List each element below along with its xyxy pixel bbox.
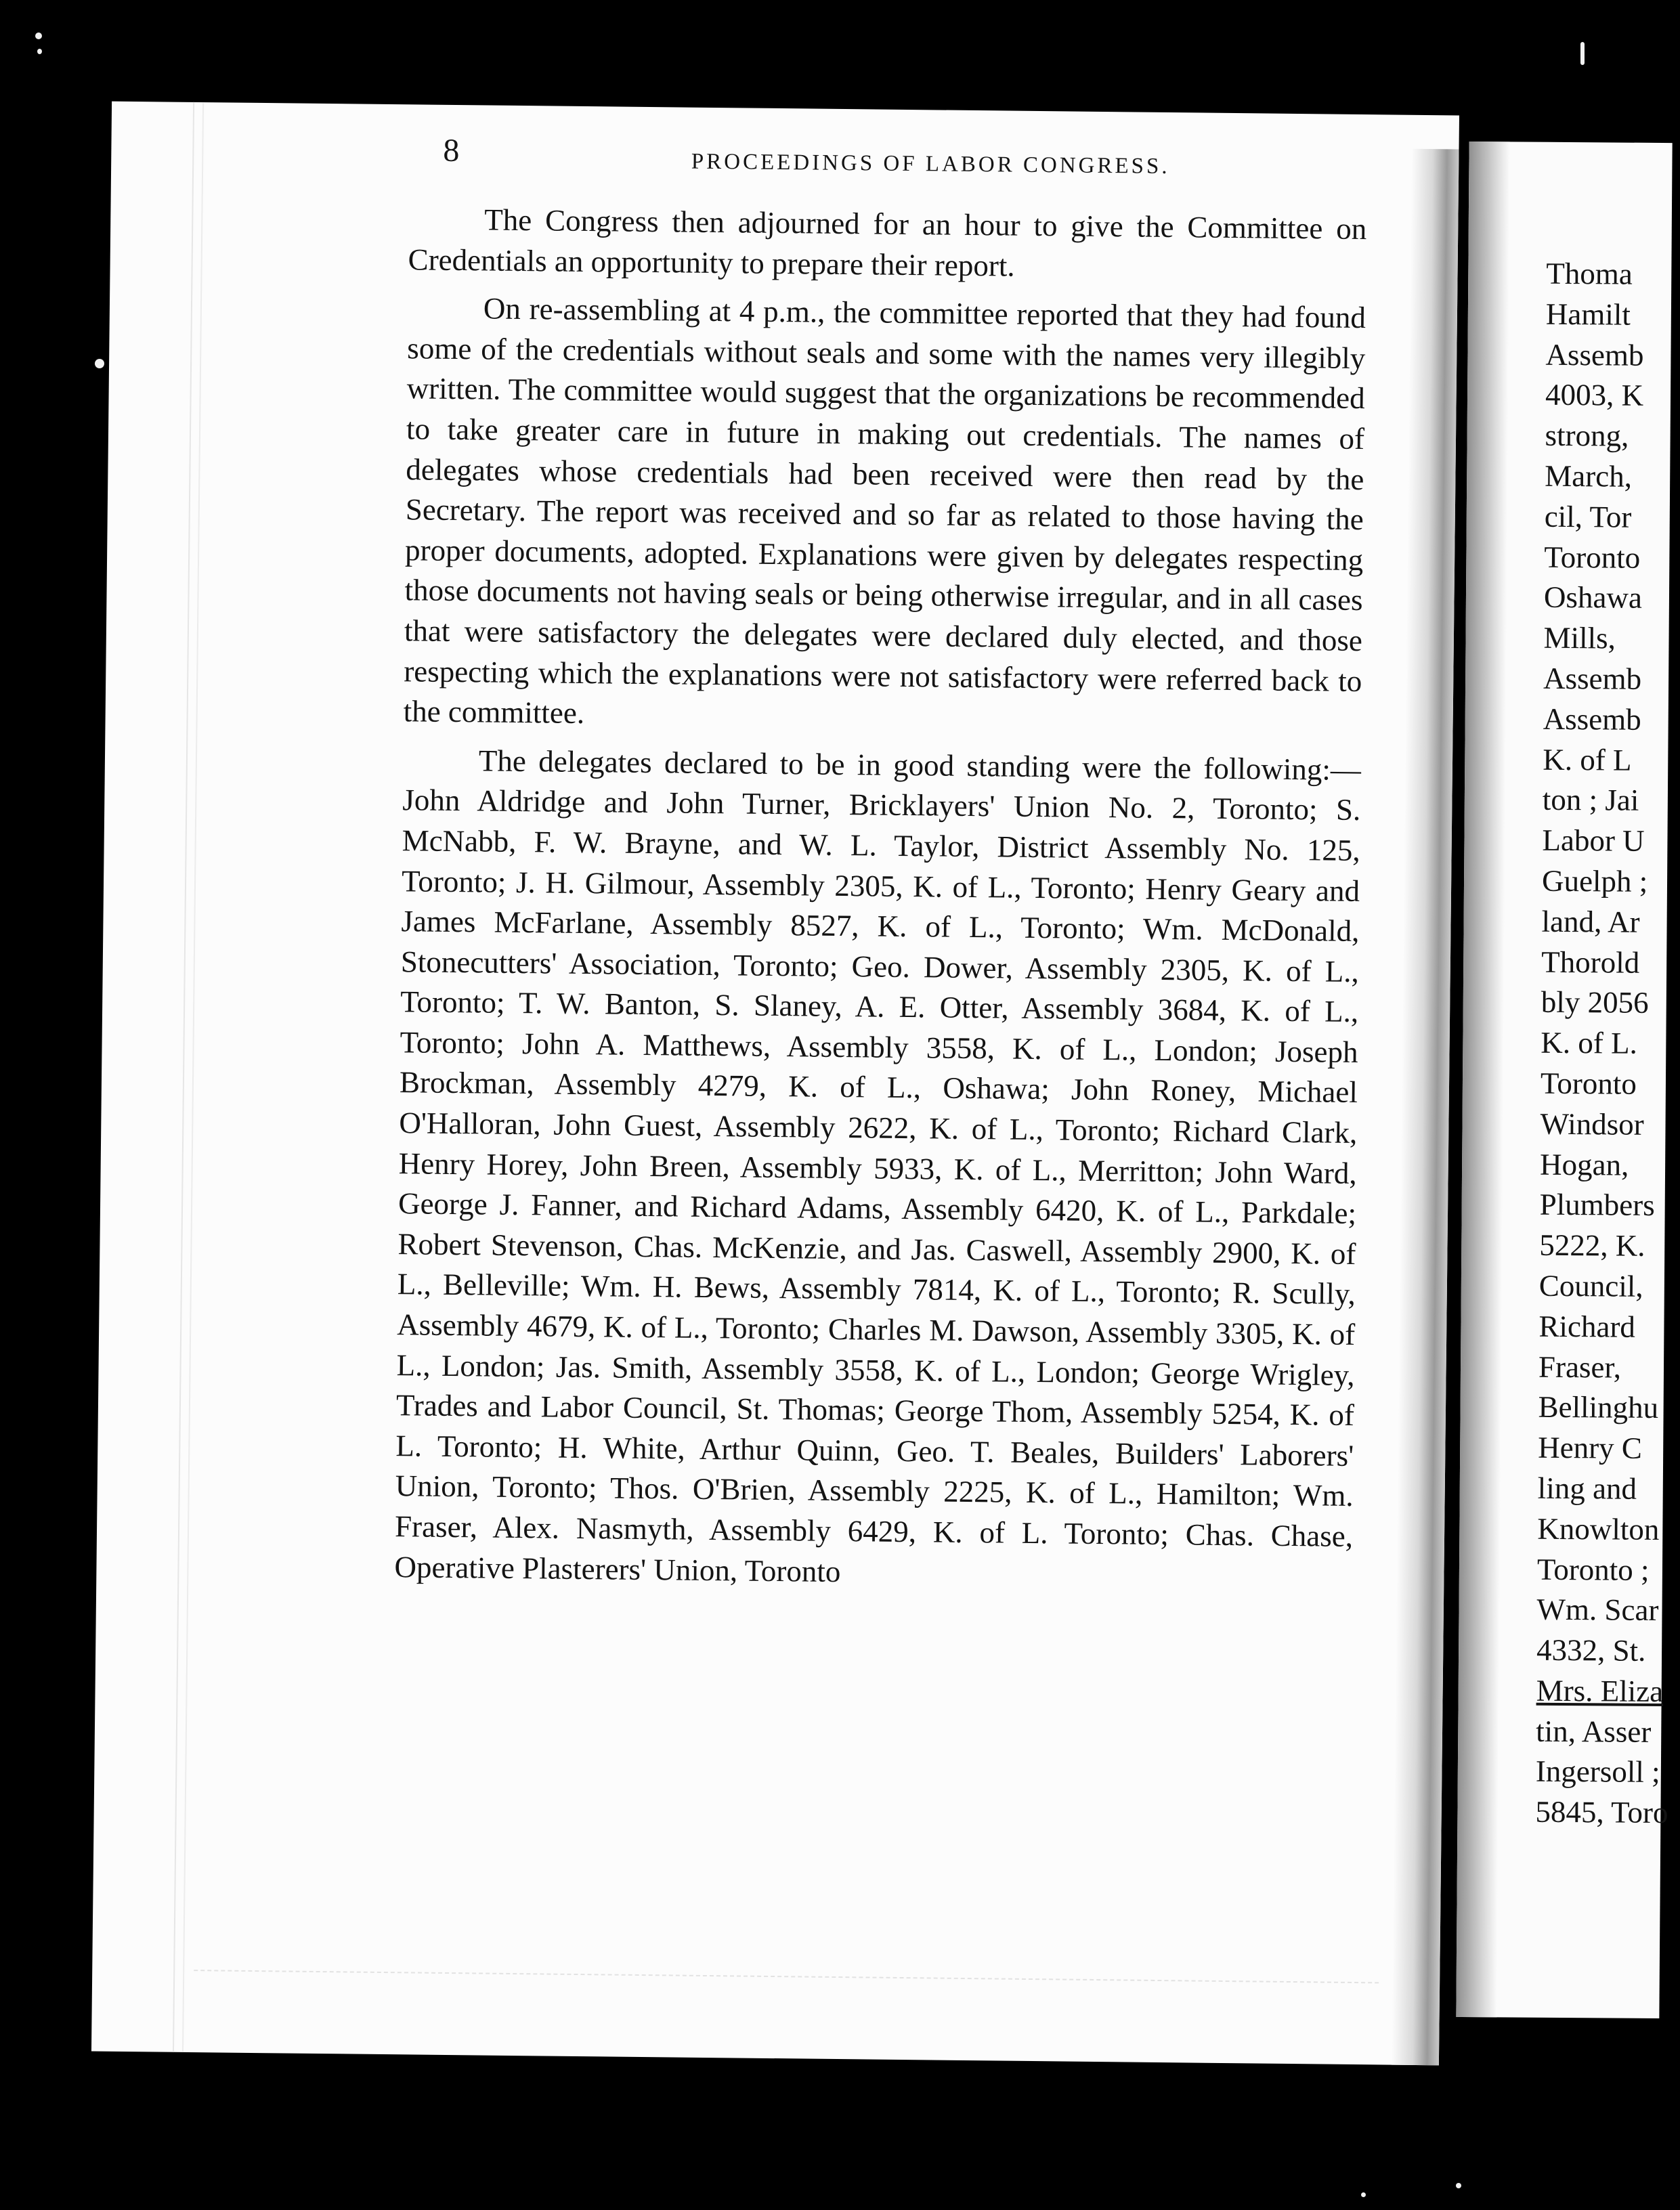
page-bottom-rule (194, 1970, 1379, 1983)
right-page-line: Ingersoll ; (1535, 1754, 1660, 1790)
right-page-line: Henry C (1538, 1430, 1643, 1465)
dust-speck (35, 32, 42, 39)
right-page-line: 5845, Toro (1535, 1795, 1668, 1830)
right-page-line: Knowlton (1537, 1511, 1660, 1546)
right-page-line: Hamilt (1545, 297, 1631, 332)
right-page-line: K. of L. (1541, 1025, 1638, 1060)
right-page-line: 4003, K (1545, 378, 1644, 413)
right-page-line: Wm. Scar (1536, 1592, 1659, 1628)
right-page-line: Hogan, (1539, 1147, 1629, 1182)
binding-shadow (1392, 149, 1459, 2066)
page-leaf-edges (173, 102, 204, 2052)
right-page-line: Assemb (1543, 701, 1641, 737)
right-page-lines (1535, 254, 1679, 1834)
right-page-line: Mrs. Eliza (1536, 1673, 1664, 1708)
right-page-line: cil, Tor (1544, 499, 1632, 534)
right-page-line: Assemb (1545, 337, 1644, 372)
right-page-line: Toronto (1540, 1066, 1637, 1101)
right-page-fragment (1456, 142, 1672, 2018)
body-text (394, 199, 1367, 1605)
running-head: PROCEEDINGS OF LABOR CONGRESS. (691, 149, 1170, 179)
right-page-line: Labor U (1542, 823, 1645, 858)
right-page-line: Toronto (1544, 540, 1641, 575)
right-page-line: Fraser, (1538, 1349, 1622, 1385)
dust-speck (1361, 2192, 1366, 2197)
right-page-line: tin, Asser (1536, 1714, 1652, 1749)
right-page-line: 5222, K. (1539, 1228, 1645, 1263)
dust-speck (1580, 42, 1585, 65)
right-page-line: Toronto ; (1536, 1552, 1650, 1587)
right-page-line: 4332, St. (1536, 1632, 1646, 1668)
right-page-line: Oshawa (1543, 580, 1643, 615)
paragraph: The delegates declared to be in good standing were the following:—John Aldridge and John Turner, Bricklayers' Union No. 2, Toronto; S. McNabb, F. W. Brayne, and W. L. Taylor, District Assembly No. 125, Toronto; J. H. Gilmour, Assembly 2305, K. of L., Toronto; Henry Geary and James McFarlane, Assembly 8527, K. of L., Toronto; Wm. McDonald, Stonecutters' Association, Toronto; Geo. Dower, Assembly 2305, K. of L., Toronto; T. W. Banton, S. Slaney, A. E. Otter, Assembly 3684, K. of L., Toronto; John A. Matthews, Assembly 3558, K. of L., London; Joseph Brockman, Assembly 4279, K. of L., Oshawa; John Roney, Michael O'Halloran, John Guest, Assembly 2622, K. of L., Toronto; Richard Clark, Henry Horey, John Breen, Assembly 5933, K. of L., Merritton; John Ward, George J. Fanner, and Richard Adams, Assembly 6420, K. of L., Parkdale; Robert Stevenson, Chas. McKenzie, and Jas. Caswell, Assembly 2900, K. of L., Belleville; Wm. H. Bews, Assembly 7814, K. of L., Toronto; R. Scully, Assembly 4679, K. of L., Toronto; Charles M. Dawson, Assembly 3305, K. of L., London; Jas. Smith, Assembly 3558, K. of L., London; George Wrigley, Trades and Labor Council, St. Thomas; George Thom, Assembly 5254, K. of L. Toronto; H. White, Arthur Quinn, Geo. T. Beales, Builders' Laborers' Union, Toronto; Thos. O'Brien, Assembly 2225, K. of L., Hamilton; Wm. Fraser, Alex. Nasmyth, Assembly 6429, K. of L. Toronto; Chas. Chase, Operative Plasterers' Union, Toronto (394, 743, 1362, 1588)
right-page-line: Mills, (1543, 620, 1616, 655)
right-page-line: land, Ar (1541, 904, 1640, 939)
right-page-line: strong, (1545, 418, 1629, 453)
right-page-line: Thorold (1541, 945, 1640, 980)
right-page-line: Plumbers (1539, 1188, 1655, 1223)
right-page-line: Assemb (1543, 661, 1642, 696)
right-page-line: March, (1545, 458, 1633, 494)
paragraph: On re-assembling at 4 p.m., the committee reported that they had found some of the credentials without seals and some with the names very illegibly written. The committee would suggest that the organizations be recommended to take greater care in future in making out credentials. The names of delegates whose credentials had been received were then read by the Secretary. The report was received and so far as related to those having the proper documents, adopted. Explanations were given by delegates respecting those documents not having seals or being otherwise irregular, and in all cases that were satisfactory the delegates were declared duly elected, and those respecting which the explanations were not satisfactory were referred back to the committee. (403, 291, 1366, 731)
paragraph: The Congress then adjourned for an hour to give the Committee on Credentials an opportunity to prepare their report. (408, 202, 1367, 283)
right-page-line: Windsor (1540, 1106, 1644, 1142)
right-page-line: ling and (1537, 1471, 1637, 1506)
right-page-line: bly 2056 (1541, 985, 1649, 1020)
right-page-line: Richard (1538, 1309, 1636, 1344)
right-page-line: Council, (1538, 1268, 1643, 1303)
gutter-shadow (1456, 142, 1509, 2017)
dust-speck (1456, 2183, 1461, 2188)
right-page-line: Bellinghu (1538, 1390, 1659, 1425)
right-page-line: Guelph ; (1541, 863, 1648, 898)
right-page-line: K. of L (1543, 742, 1632, 777)
right-page-line: Thoma (1546, 256, 1633, 291)
right-page-line: ton ; Jai (1542, 783, 1639, 818)
dust-speck (95, 359, 104, 368)
left-page (91, 102, 1459, 2066)
dust-speck (37, 49, 42, 54)
page-number: 8 (443, 132, 460, 169)
